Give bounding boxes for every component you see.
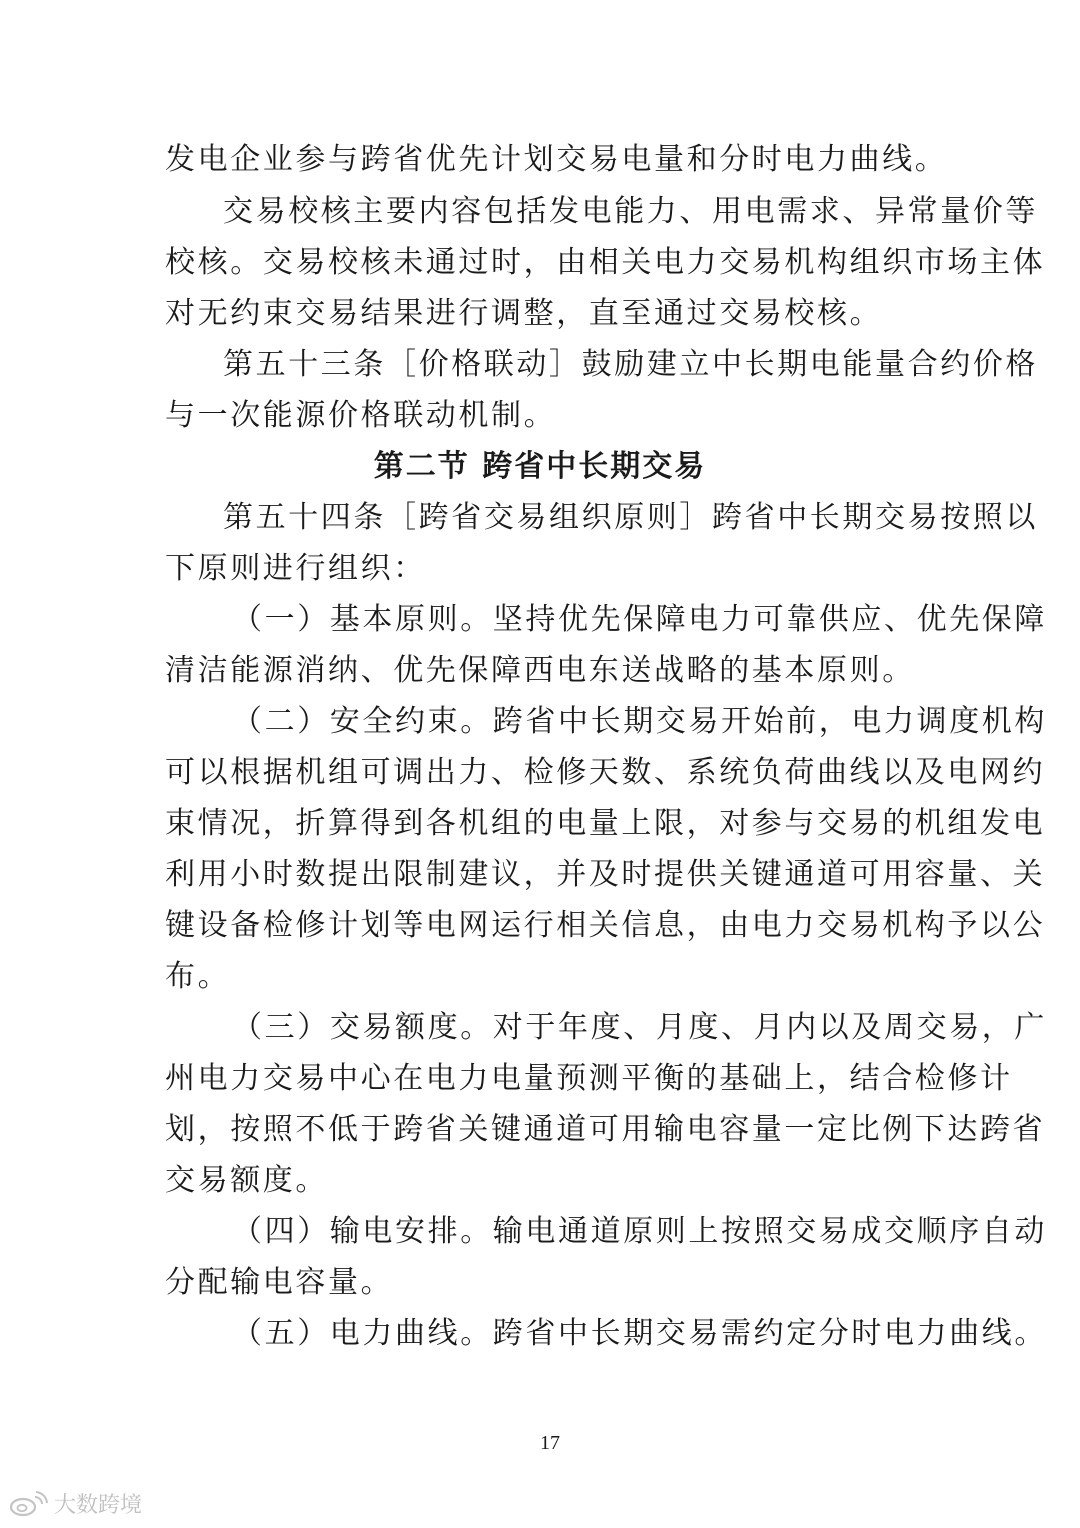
paragraph-line: 划，按照不低于跨省关键通道可用输电容量一定比例下达跨省 bbox=[165, 1112, 1046, 1147]
paragraph-line: （二）安全约束。跨省中长期交易开始前，电力调度机构 bbox=[232, 704, 1047, 739]
paragraph-line: 第五十三条［价格联动］鼓励建立中长期电能量合约价格 bbox=[223, 347, 1038, 382]
paragraph-line: 交易校核主要内容包括发电能力、用电需求、异常量价等 bbox=[223, 194, 1038, 229]
paragraph-line: 布。 bbox=[165, 959, 231, 994]
paragraph-line: 校核。交易校核未通过时，由相关电力交易机构组织市场主体 bbox=[165, 245, 1046, 280]
paragraph-line: （三）交易额度。对于年度、月度、月内以及周交易，广 bbox=[232, 1010, 1047, 1045]
paragraph-line: （四）输电安排。输电通道原则上按照交易成交顺序自动 bbox=[232, 1214, 1047, 1249]
paragraph-line: 下原则进行组织： bbox=[165, 551, 426, 586]
paragraph-line: 束情况，折算得到各机组的电量上限，对参与交易的机组发电 bbox=[165, 806, 1046, 841]
watermark-text: 大数跨境 bbox=[54, 1493, 143, 1518]
paragraph-line: 对无约束交易结果进行调整，直至通过交易校核。 bbox=[165, 296, 883, 331]
paragraph-line: 清洁能源消纳、优先保障西电东送战略的基本原则。 bbox=[165, 653, 915, 688]
paragraph-line: 第五十四条［跨省交易组织原则］跨省中长期交易按照以 bbox=[223, 500, 1038, 535]
paragraph-line: 利用小时数提出限制建议，并及时提供关键通道可用容量、关 bbox=[165, 857, 1046, 892]
page-number: 17 bbox=[540, 1432, 560, 1454]
paragraph-line: 可以根据机组可调出力、检修天数、系统负荷曲线以及电网约 bbox=[165, 755, 1046, 790]
paragraph-line: 交易额度。 bbox=[165, 1163, 328, 1198]
paragraph-line: （五）电力曲线。跨省中长期交易需约定分时电力曲线。 bbox=[232, 1316, 1047, 1351]
paragraph-line: 键设备检修计划等电网运行相关信息，由电力交易机构予以公 bbox=[165, 908, 1046, 943]
paragraph-line: 分配输电容量。 bbox=[165, 1265, 394, 1300]
paragraph-line: 与一次能源价格联动机制。 bbox=[165, 398, 557, 433]
watermark bbox=[8, 1488, 142, 1519]
paragraph-line: 州电力交易中心在电力电量预测平衡的基础上，结合检修计 bbox=[165, 1061, 1013, 1096]
paragraph-line: （一）基本原则。坚持优先保障电力可靠供应、优先保障 bbox=[232, 602, 1047, 637]
paragraph-line: 发电企业参与跨省优先计划交易电量和分时电力曲线。 bbox=[165, 142, 948, 177]
section-heading: 第二节 跨省中长期交易 bbox=[373, 449, 707, 484]
weibo-logo-icon bbox=[8, 1491, 48, 1517]
